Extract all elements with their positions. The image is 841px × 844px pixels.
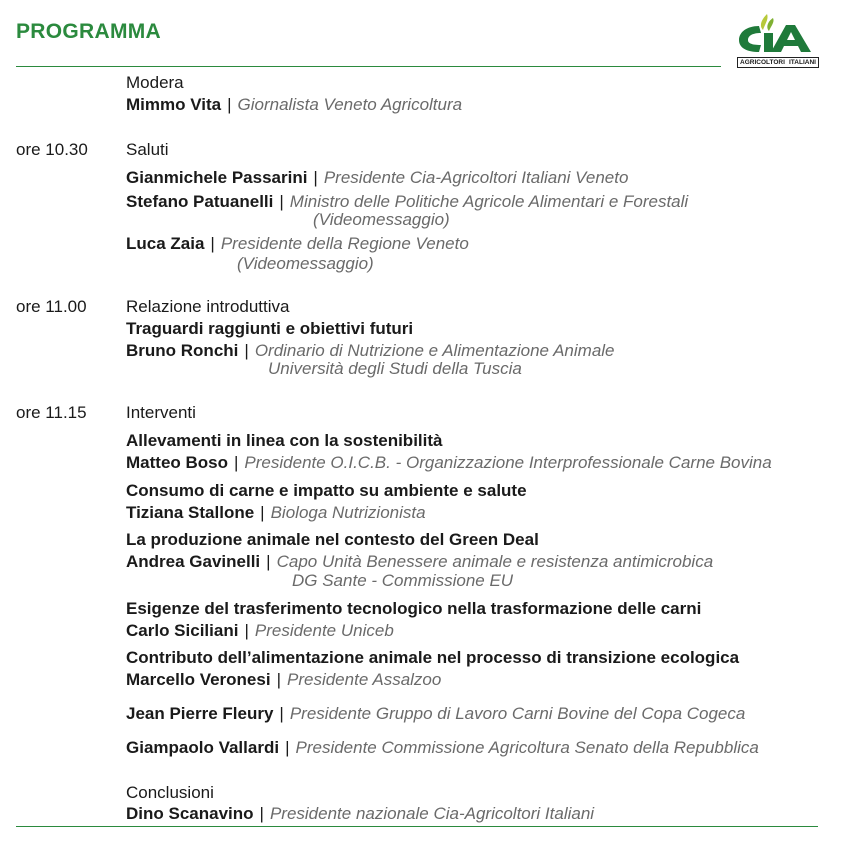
- session-heading: Conclusioni: [126, 783, 214, 802]
- session-time: ore 11.15: [16, 403, 87, 422]
- session-time: ore 11.00: [16, 297, 87, 316]
- speaker-name: Gianmichele Passarini: [126, 168, 308, 187]
- moderator-line: [126, 95, 462, 114]
- footer-divider: [16, 826, 818, 827]
- speaker-name: Bruno Ronchi: [126, 341, 239, 360]
- speaker-line: [126, 453, 772, 472]
- speaker-role: Ordinario di Nutrizione e Alimentazione Animale: [254, 341, 615, 360]
- separator: |: [210, 234, 215, 253]
- moderator-label: Modera: [126, 73, 184, 92]
- speaker-role-continued: (Videomessaggio): [313, 210, 450, 229]
- separator: |: [227, 95, 232, 114]
- speaker-role: Presidente O.I.C.B. - Organizzazione Interprofessionale Carne Bovina: [244, 453, 772, 472]
- speaker-name: Andrea Gavinelli: [126, 552, 261, 571]
- talk-topic: Esigenze del trasferimento tecnologico nella trasformazione delle carni: [126, 599, 702, 618]
- speaker-role: Giornalista Veneto Agricoltura: [237, 95, 463, 114]
- separator: |: [285, 738, 290, 757]
- talk-topic: La produzione animale nel contesto del Green Deal: [126, 530, 539, 549]
- logo-word: ITALIANI: [789, 59, 816, 66]
- speaker-line: [126, 552, 713, 571]
- talk-topic: Consumo di carne e impatto su ambiente e salute: [126, 481, 527, 500]
- speaker-role: Biologa Nutrizionista: [270, 503, 426, 522]
- speaker-name: Marcello Veronesi: [126, 670, 271, 689]
- speaker-name: Giampaolo Vallardi: [126, 738, 280, 757]
- session-time: ore 10.30: [16, 140, 88, 159]
- speaker-name: Mimmo Vita: [126, 95, 222, 114]
- speaker-role-continued: (Videomessaggio): [237, 254, 374, 273]
- separator: |: [244, 621, 249, 640]
- speaker-role: Presidente Uniceb: [254, 621, 394, 640]
- separator: |: [259, 804, 264, 823]
- logo-word: AGRICOLTORI: [740, 59, 785, 66]
- separator: |: [244, 341, 249, 360]
- speaker-role: Presidente Commissione Agricoltura Senato della Repubblica: [295, 738, 759, 757]
- cia-logo: [737, 12, 819, 70]
- speaker-line: [126, 341, 615, 360]
- speaker-name: Dino Scanavino: [126, 804, 254, 823]
- logo-wordmark: [737, 57, 819, 68]
- separator: |: [276, 670, 281, 689]
- separator: |: [266, 552, 271, 571]
- speaker-line: [126, 234, 469, 253]
- separator: |: [260, 503, 265, 522]
- speaker-role: Presidente Gruppo di Lavoro Carni Bovine del Copa Cogeca: [289, 704, 746, 723]
- speaker-name: Jean Pierre Fleury: [126, 704, 274, 723]
- speaker-name: Matteo Boso: [126, 453, 228, 472]
- talk-topic: Allevamenti in linea con la sostenibilità: [126, 431, 443, 450]
- speaker-name: Stefano Patuanelli: [126, 192, 274, 211]
- speaker-line: [126, 670, 441, 689]
- talk-topic: Traguardi raggiunti e obiettivi futuri: [126, 319, 414, 338]
- speaker-line: [126, 804, 594, 823]
- speaker-role-continued: Università degli Studi della Tuscia: [268, 359, 522, 378]
- speaker-line: [126, 621, 394, 640]
- session-heading: Saluti: [126, 140, 169, 159]
- speaker-role-continued: DG Sante - Commissione EU: [292, 571, 514, 590]
- separator: |: [279, 704, 284, 723]
- speaker-role: Presidente Assalzoo: [287, 670, 442, 689]
- speaker-line: [126, 704, 745, 723]
- speaker-line: [126, 738, 759, 757]
- speaker-line: [126, 192, 688, 211]
- speaker-name: Tiziana Stallone: [126, 503, 255, 522]
- speaker-role: Presidente nazionale Cia-Agricoltori Italiani: [269, 804, 595, 823]
- header-divider: [16, 66, 721, 67]
- talk-topic: Contributo dell’alimentazione animale nel processo di transizione ecologica: [126, 648, 740, 667]
- cia-logo-mark: [737, 12, 819, 56]
- speaker-line: [126, 503, 426, 522]
- speaker-role: Presidente della Regione Veneto: [220, 234, 469, 253]
- speaker-role: Ministro delle Politiche Agricole Alimentari e Forestali: [289, 192, 689, 211]
- session-heading: Interventi: [126, 403, 196, 422]
- speaker-role: Capo Unità Benessere animale e resistenza antimicrobica: [276, 552, 714, 571]
- separator: |: [313, 168, 318, 187]
- page-title: PROGRAMMA: [16, 20, 162, 43]
- speaker-role: Presidente Cia-Agricoltori Italiani Veneto: [323, 168, 629, 187]
- speaker-name: Carlo Siciliani: [126, 621, 239, 640]
- speaker-line: [126, 168, 628, 187]
- speaker-name: Luca Zaia: [126, 234, 205, 253]
- separator: |: [279, 192, 284, 211]
- session-heading: Relazione introduttiva: [126, 297, 290, 316]
- separator: |: [234, 453, 239, 472]
